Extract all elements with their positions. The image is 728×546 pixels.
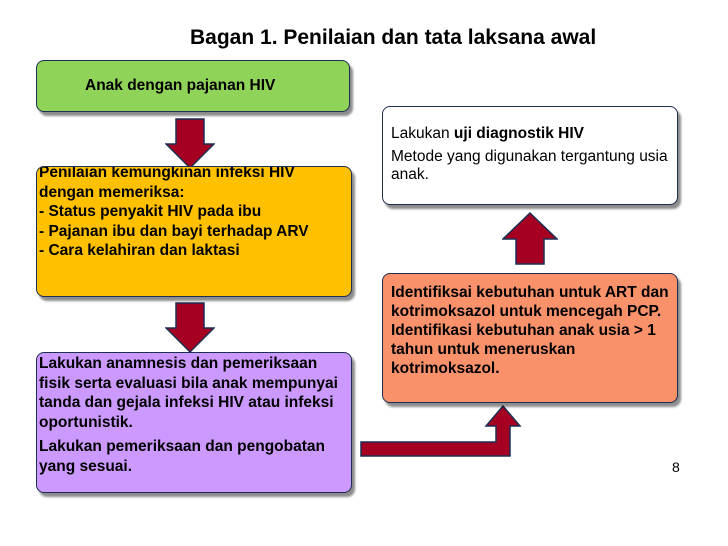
arrow-down-icon (165, 302, 215, 354)
assessment-item: - Pajanan ibu dan bayi terhadap ARV (39, 222, 309, 240)
elbow-arrow-icon (356, 402, 532, 460)
assessment-box (36, 166, 352, 297)
assessment-intro: Penilaian kemungkinan infeksi HIV dengan memeriksa: (39, 166, 295, 201)
diagnostic-method-text: Metode yang digunakan tergantung usia anak. (391, 148, 668, 183)
needs-text: Identifiksai kebutuhan untuk ART dan kotrimoksazol untuk mencegah PCP. Identifikasi kebutuhan anak usia > 1 tahun untuk meneruskan kotrimoksazol. (391, 284, 669, 377)
diagnostic-test-prefix: Lakukan (391, 125, 454, 142)
anamnesis-box (36, 352, 352, 493)
diagnostic-test-box (382, 106, 678, 205)
assessment-item: - Cara kelahiran dan laktasi (39, 242, 240, 259)
arrow-down-icon (165, 118, 215, 170)
start-box (36, 60, 350, 112)
diagnostic-test-instruction (391, 125, 671, 143)
anamnesis-text: Lakukan anamnesis dan pemeriksaan fisik serta evaluasi bila anak mempunyai tanda dan gejala infeksi HIV atau infeksi oportunistik. (39, 355, 338, 431)
start-box-label: Anak dengan pajanan HIV (85, 77, 276, 95)
diagnostic-test-emphasis: uji diagnostik HIV (453, 125, 584, 142)
needs-box (382, 273, 678, 403)
page-title: Bagan 1. Penilaian dan tata laksana awal (190, 26, 597, 49)
treatment-text: Lakukan pemeriksaan dan pengobatan yang sesuai. (39, 438, 325, 475)
arrow-up-icon (502, 212, 558, 266)
assessment-item: - Status penyakit HIV pada ibu (39, 203, 262, 220)
page-number: 8 (672, 459, 680, 475)
